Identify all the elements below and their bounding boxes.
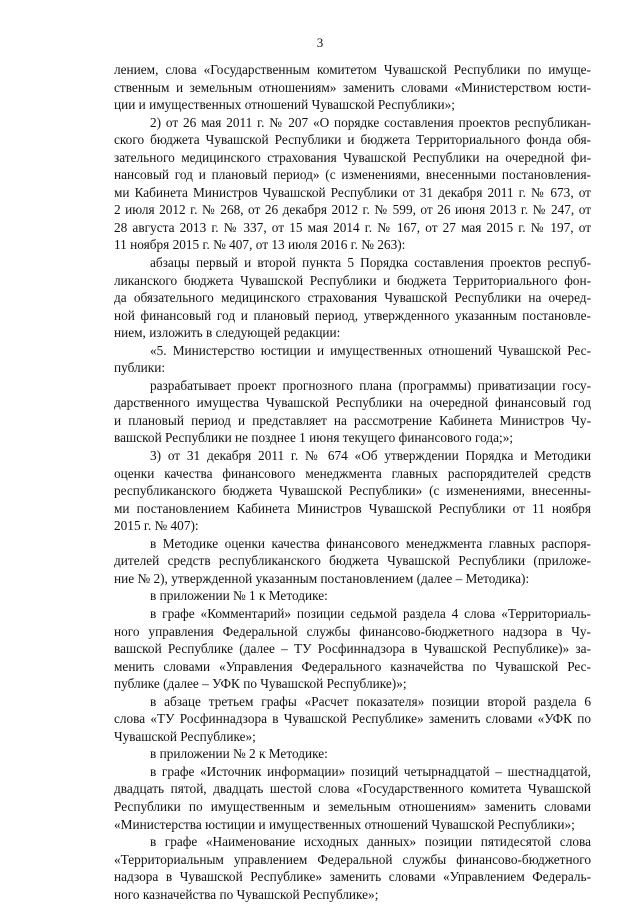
- paragraph-first-line: разрабатывает проект прогнозного плана (программы) приватизации госу-: [150, 377, 591, 393]
- text-line: ции и имущественных отношений Чувашской Республики»;: [114, 97, 455, 113]
- text-line: ственным и земельным отношениям» заменить словами «Министерством юсти-: [114, 79, 591, 95]
- text-line: дарственного имущества Чувашской Республики на очередной финансовый год: [114, 395, 591, 411]
- text-line: вашской Республики не позднее 1 июня текущего финансового года;»;: [114, 430, 514, 446]
- text-line: Чувашской Республике»;: [114, 728, 256, 744]
- text-line: ного казначейства по Чувашской Республике»;: [114, 886, 379, 902]
- paragraph-first-line: в приложении № 2 к Методике:: [150, 746, 328, 762]
- paragraph-first-line: 3) от 31 декабря 2011 г. № 674 «Об утверждении Порядка и Методики: [150, 448, 591, 464]
- text-line: зательного медицинского страхования Чувашской Республики на очередной фи-: [114, 149, 591, 165]
- text-line: слова «ТУ Росфиннадзора в Чувашской Республике» заменить словами «УФК по: [114, 711, 591, 727]
- paragraph-first-line: абзацы первый и второй пункта 5 Порядка составления проектов респуб-: [150, 255, 591, 271]
- text-line: ного управления Федеральной службы финансово-бюджетного надзора в Чу-: [114, 623, 591, 639]
- text-line: менить словами «Управления Федерального казначейства по Чувашской Рес-: [114, 658, 591, 674]
- text-line: 11 ноября 2015 г. № 407, от 13 июля 2016 г. № 263):: [114, 237, 406, 253]
- text-line: публике (далее – УФК по Чувашской Республике)»;: [114, 676, 407, 692]
- document-body: [114, 61, 591, 903]
- text-line: ликанского бюджета Чувашской Республики и бюджета Территориального фон-: [114, 272, 591, 288]
- text-line: нием, изложить в следующей редакции:: [114, 325, 341, 341]
- paragraph-first-line: в графе «Источник информации» позиций четырнадцатой – шестнадцатой,: [150, 763, 591, 779]
- text-line: дителей средств республиканского бюджета Чувашской Республики (приложе-: [114, 553, 591, 569]
- text-line: оценки качества финансового менеджмента главных распорядителей средств: [114, 465, 591, 481]
- paragraph-first-line: в абзаце третьем графы «Расчет показателя» позиции второй раздела 6: [150, 693, 591, 709]
- text-line: и плановый период и представляет на рассмотрение Кабинета Министров Чу-: [114, 412, 591, 428]
- text-line: «Министерства юстиции и имущественных отношений Чувашской Республики»;: [114, 816, 575, 832]
- paragraph-first-line: в графе «Комментарий» позиции седьмой раздела 4 слова «Территориаль-: [150, 605, 591, 621]
- page-number: 3: [316, 35, 324, 50]
- text-line: ние № 2), утвержденной указанным постановлением (далее – Методика):: [114, 570, 530, 586]
- paragraph-first-line: 2) от 26 мая 2011 г. № 207 «О порядке составления проектов республикан-: [150, 114, 591, 130]
- text-line: вашской Республике (далее – ТУ Росфиннадзора в Чувашской Республике)» за-: [114, 641, 591, 657]
- text-line: 28 августа 2013 г. № 337, от 15 мая 2014 г. № 167, от 27 мая 2015 г. № 197, от: [114, 219, 591, 235]
- text-line: ми Кабинета Министров Чувашской Республики от 31 декабря 2011 г. № 673, от: [114, 184, 591, 200]
- text-line: «Территориальным управлением Федеральной службы финансово-бюджетного: [114, 851, 591, 867]
- text-line: да обязательного медицинского страхования Чувашской Республики на очеред-: [114, 290, 591, 306]
- text-line: Республики по имущественным и земельным отношениям» заменить словами: [114, 798, 591, 814]
- text-line: ского бюджета Чувашской Республики и бюджета Территориального фонда обя-: [114, 132, 591, 148]
- text-line: 2015 г. № 407):: [114, 518, 199, 534]
- paragraph-first-line: в Методике оценки качества финансового менеджмента главных распоря-: [150, 535, 591, 551]
- text-line: ной финансовый год и плановый период, утвержденного указанным постановле-: [114, 307, 591, 323]
- text-line: нансовый год и плановый период» (с изменениями, внесенными постановления-: [114, 167, 591, 183]
- text-line: публики:: [114, 360, 166, 376]
- text-line: 2 июля 2012 г. № 268, от 26 декабря 2012 г. № 599, от 26 июня 2013 г. № 247, от: [114, 202, 591, 218]
- paragraph-first-line: в графе «Наименование исходных данных» позиции пятидесятой слова: [150, 834, 591, 850]
- text-line: ми постановлением Кабинета Министров Чувашской Республики от 11 ноября: [114, 500, 591, 516]
- paragraph-first-line: «5. Министерство юстиции и имущественных отношений Чувашской Рес-: [150, 342, 591, 358]
- text-line: лением, слова «Государственным комитетом Чувашской Республики по имуще-: [114, 62, 591, 77]
- text-line: двадцать пятой, двадцать шестой слова «Государственного комитета Чувашской: [114, 781, 591, 797]
- paragraph-first-line: в приложении № 1 к Методике:: [150, 588, 328, 604]
- text-line: надзора в Чувашской Республике» заменить словами «Управлением Федераль-: [114, 869, 591, 885]
- text-line: республиканского бюджета Чувашской Республики» (с изменениями, внесенны-: [114, 483, 591, 499]
